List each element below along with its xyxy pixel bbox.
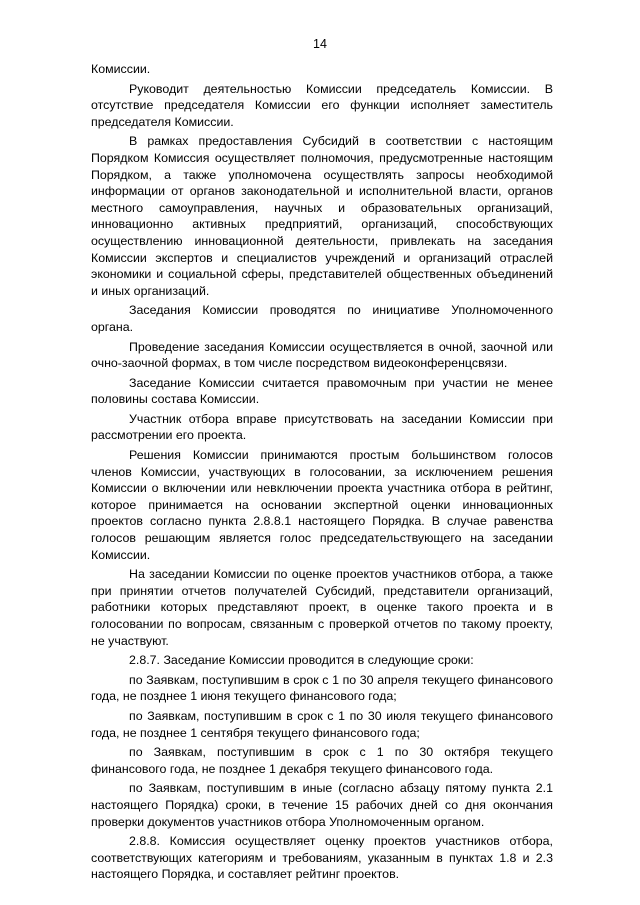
page-number: 14 (313, 37, 327, 51)
paragraph: 2.8.8. Комиссия осуществляет оценку проектов участников отбора, соответствующих категориям и требованиям, указанным в пунктах 1.8 и 2.3 настоящего Порядка, и составляет рейтинг проектов. (91, 834, 553, 882)
paragraph: по Заявкам, поступившим в иные (согласно абзацу пятому пункта 2.1 настоящего Порядка) сроки, в течение 15 рабочих дней со дня окончания проверки документов участников отбора Уполномоченным органом. (91, 781, 553, 829)
paragraph: На заседании Комиссии по оценке проектов участников отбора, а также при принятии отчетов получателей Субсидий, представители организаций, работники которых представляют проект, в оценке такого проекта и в голосовании по вопросам, связанным с проверкой отчетов по такому проекту, не участвуют. (91, 567, 553, 648)
document-body (91, 61, 553, 886)
paragraph: Заседание Комиссии считается правомочным при участии не менее половины состава Комиссии. (91, 375, 553, 407)
paragraph: по Заявкам, поступившим в срок с 1 по 30 июля текущего финансового года, не позднее 1 сентября текущего финансового года; (91, 708, 553, 740)
paragraph: 2.8.7. Заседание Комиссии проводится в следующие сроки: (129, 653, 474, 668)
paragraph: по Заявкам, поступившим в срок с 1 по 30 апреля текущего финансового года, не позднее 1 июня текущего финансового года; (91, 672, 553, 704)
paragraph: по Заявкам, поступившим в срок с 1 по 30 октября текущего финансового года, не позднее 1 декабря текущего финансового года. (91, 745, 553, 776)
paragraph: Руководит деятельностью Комиссии председатель Комиссии. В отсутствие председателя Комиссии его функции исполняет заместитель председателя Комиссии. (91, 81, 553, 129)
paragraph: Решения Комиссии принимаются простым большинством голосов членов Комиссии, участвующих в голосовании, за исключением решения Комиссии о включении или невключении проекта участника отбора в рейтинг, которое принимается на основании экспертной оценки инновационных проектов согласно пункта 2.8.8.1 настоящего Порядка. В случае равенства голосов решающим является голос председательствующего на заседании Комиссии. (91, 448, 553, 562)
paragraph: Участник отбора вправе присутствовать на заседании Комиссии при рассмотрении его проекта. (91, 411, 553, 443)
paragraph: Комиссии. (91, 62, 151, 76)
paragraph: Проведение заседания Комиссии осуществляется в очной, заочной или очно-заочной формах, в том числе посредством видеоконференцсвязи. (91, 339, 553, 371)
paragraph: Заседания Комиссии проводятся по инициативе Уполномоченного органа. (91, 303, 553, 334)
paragraph: В рамках предоставления Субсидий в соответствии с настоящим Порядком Комиссия осуществляет полномочия, предусмотренные настоящим Порядком, а также уполномочена осуществлять запросы необходимой информации от органов законодательной и исполнительной власти, органов местного самоуправления, научных и образовательных организаций, инновационно активных предприятий, организаций, способствующих осуществлению инновационной деятельности, привлекать на заседания Комиссии экспертов и специалистов учреждений и организаций отраслей экономики и социальной сферы, представителей общественных объединений и иных организаций. (91, 134, 553, 298)
